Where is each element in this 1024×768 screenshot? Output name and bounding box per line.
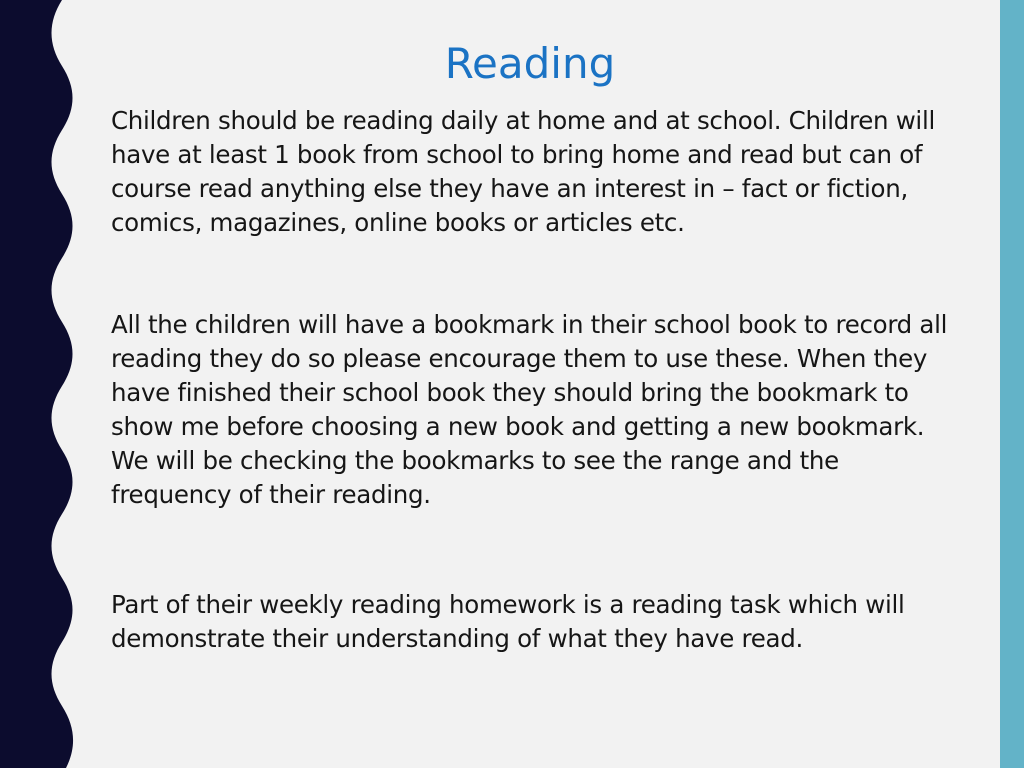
paragraph-bookmark: All the children will have a bookmark in their school book to record all reading they do so please encourage them to use these. When they have finished their school book they should bring the bookmark to show me before choosing a new book and getting a new bookmark. We will be checking the bookmarks to see the range and the frequency of their reading. bbox=[111, 310, 948, 509]
paragraph-homework: Part of their weekly reading homework is a reading task which will demonstrate their understanding of what they have read. bbox=[111, 590, 905, 653]
wave-shape bbox=[0, 0, 73, 768]
right-accent-stripe bbox=[1000, 0, 1024, 768]
page-title: Reading bbox=[444, 39, 616, 88]
wave-band-decoration bbox=[0, 0, 90, 768]
paragraph-daily-reading: Children should be reading daily at home and at school. Children will have at least 1 book from school to bring home and read but can of course read anything else they have an interest in – fact or fiction, comics, magazines, online books or articles etc. bbox=[111, 106, 935, 237]
